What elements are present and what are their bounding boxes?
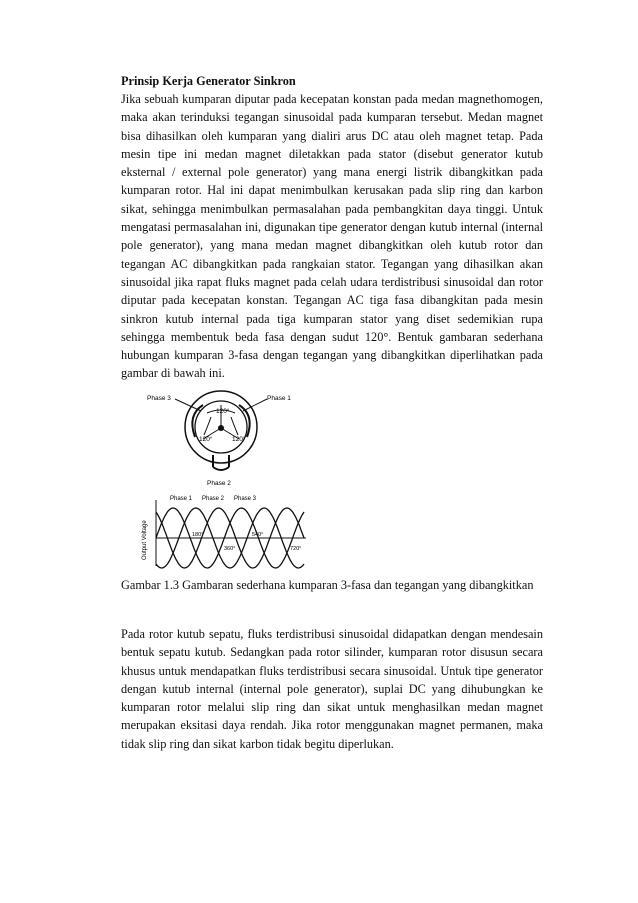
- tick-180: 180°: [192, 532, 204, 538]
- tick-540: 540°: [252, 532, 264, 538]
- paragraph-1: Jika sebuah kumparan diputar pada kecepatan konstan pada medan magnethomogen, maka akan terinduksi tegangan sinusoidal pada kumparan tersebut. Medan magnet bisa dihasilkan oleh kumparan yang dialiri arus DC atau oleh magnet tetap. Pada mesin tipe ini medan magnet diletakkan pada stator (disebut generator kutub eksternal / external pole generator) yang mana energi listrik dibangkitkan pada kumparan rotor. Hal ini dapat menimbulkan kerusakan pada slip ring dan karbon sikat, sehingga menimbulkan permasalahan pada pembangkitan daya tinggi. Untuk mengatasi permasalahan ini, digunakan tipe generator dengan kutub internal (internal pole generator), yang mana medan magnet dibangkitkan oleh kutub rotor dan tegangan AC dibangkitkan pada rangkaian stator. Tegangan yang dihasilkan akan sinusoidal jika rapat fluks magnet pada celah udara terdistribusi sinusoidal dan rotor diputar pada kecepatan konstan. Tegangan AC tiga fasa dibangkitan pada mesin sinkron kutub internal pada tiga kumparan stator yang diset sedemikian rupa sehingga membentuk beda fasa dengan sudut 120°. Bentuk gambaran sederhana hubungan kumparan 3-fasa dengan tegangan yang dibangkitkan diperlihatkan pada gambar di bawah ini.: [121, 92, 543, 381]
- wave-label-phase-1: Phase 1: [170, 496, 193, 502]
- y-axis-label: Output Voltage: [142, 520, 148, 560]
- angle-label-top: 120°: [216, 408, 230, 415]
- figure-caption: Gambar 1.3 Gambaran sederhana kumparan 3-fasa dan tegangan yang dibangkitkan: [121, 578, 534, 592]
- angle-label-right: 120°: [232, 436, 246, 443]
- angle-label-left: 120°: [199, 436, 213, 443]
- wave-label-phase-3: Phase 3: [234, 496, 257, 502]
- phase-2-label: Phase 2: [207, 480, 231, 487]
- document-body: [121, 72, 543, 383]
- phase-3-label: Phase 3: [147, 395, 171, 402]
- three-phase-waveform: [134, 492, 309, 570]
- paragraph-2: Pada rotor kutub sepatu, fluks terdistribusi sinusoidal didapatkan dengan mendesain bentuk sepatu kutub. Sedangkan pada rotor silinder, kumparan rotor disusun secara khusus untuk mendapatkan fluks terdistribusi secara sinusoidal. Untuk tipe generator dengan kutub internal (internal pole generator), suplai DC yang dihubungkan ke kumparan rotor melalui slip ring dan sikat untuk menghasilkan medan magnet merupakan eksitasi daya rendah. Jika rotor menggunakan magnet permanen, maka tidak slip ring dan sikat karbon tidak begitu diperlukan.: [121, 627, 543, 751]
- tick-720: 720°: [290, 546, 302, 552]
- three-phase-stator-diagram: [143, 387, 303, 492]
- tick-360: 360°: [224, 546, 236, 552]
- section-heading: Prinsip Kerja Generator Sinkron: [121, 74, 296, 88]
- wave-label-phase-2: Phase 2: [202, 496, 225, 502]
- phase-1-label: Phase 1: [267, 395, 291, 402]
